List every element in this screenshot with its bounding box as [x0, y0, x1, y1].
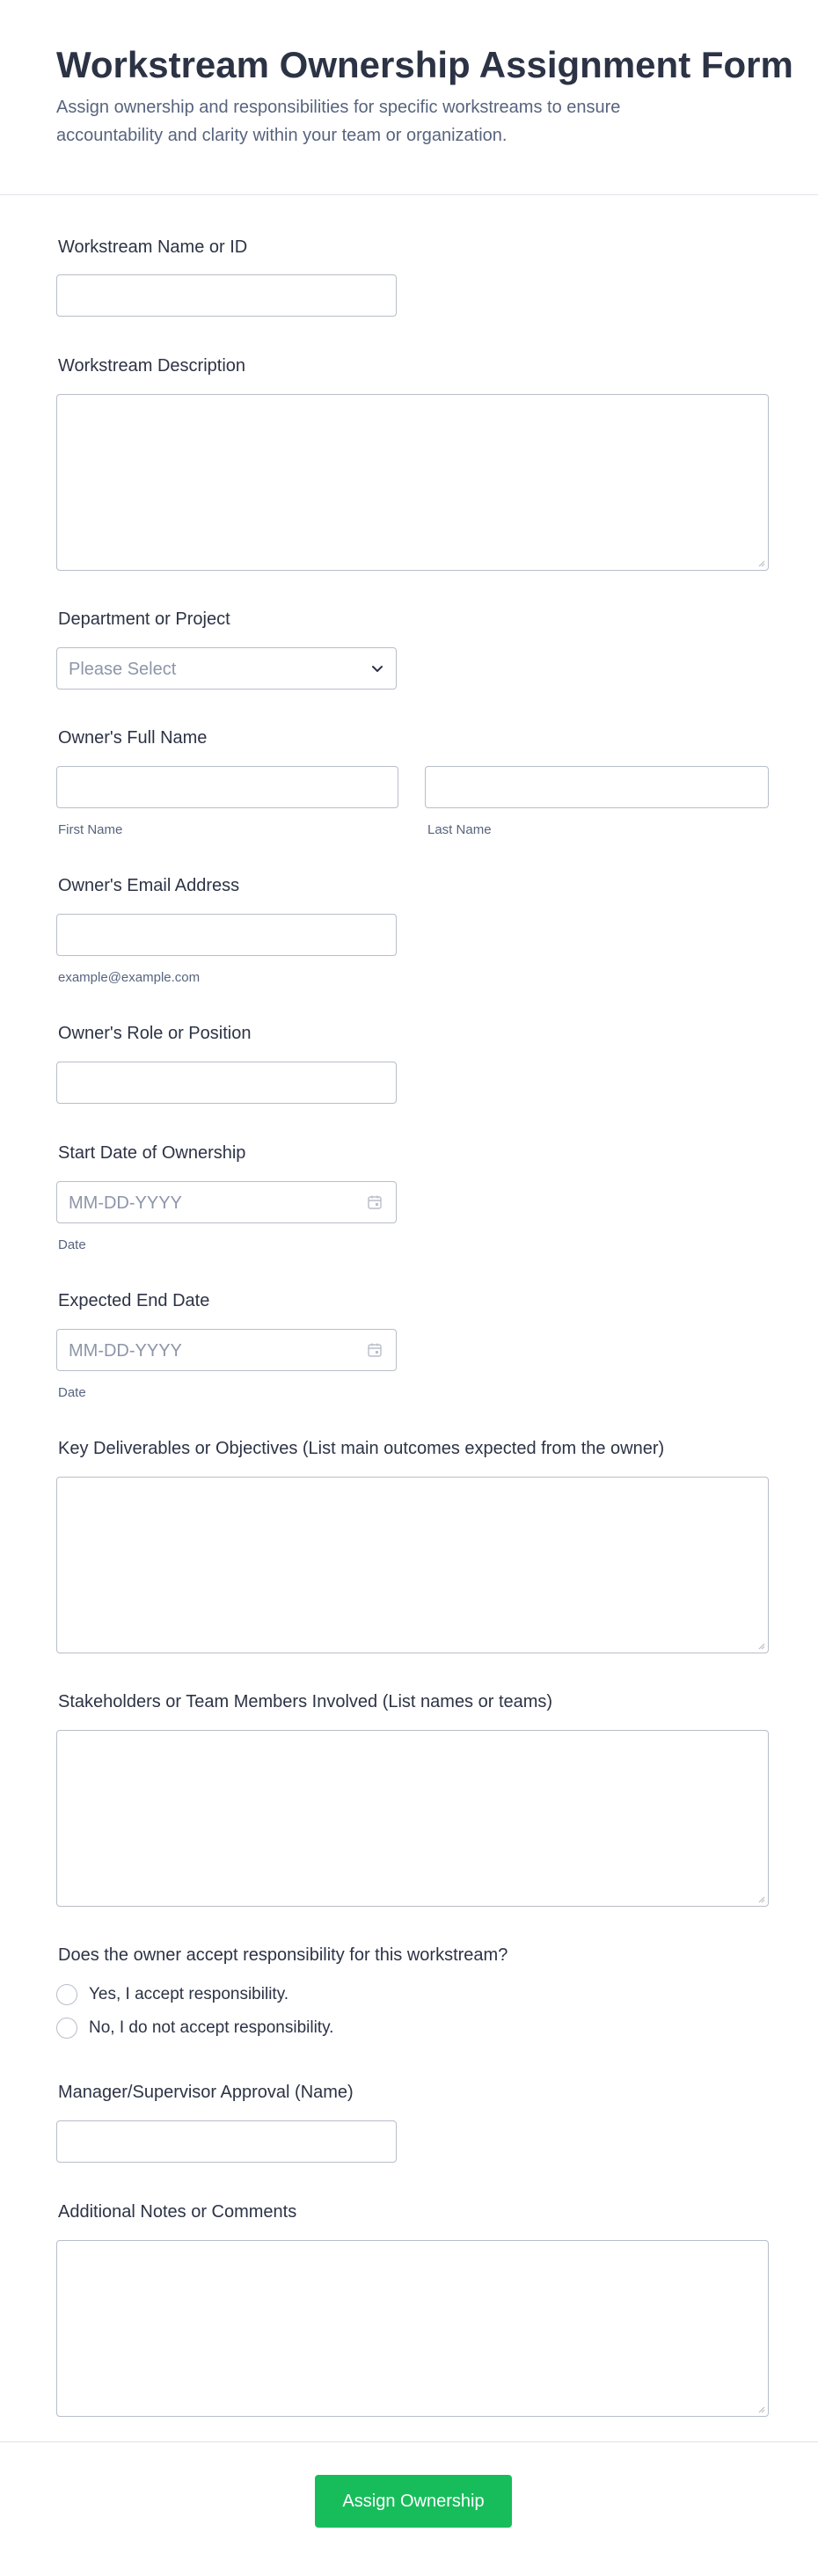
chevron-down-icon [369, 660, 385, 676]
end-date-input[interactable] [56, 1329, 397, 1371]
calendar-icon[interactable] [366, 1193, 383, 1211]
start-date-placeholder: MM-DD-YYYY [69, 1193, 182, 1213]
department-select[interactable] [56, 647, 397, 690]
manager-approval-input[interactable] [56, 2120, 397, 2163]
owner-last-name-input[interactable] [425, 766, 769, 808]
end-date-label: Expected End Date [58, 1291, 210, 1310]
deliverables-label: Key Deliverables or Objectives (List main outcomes expected from the owner) [58, 1439, 665, 1458]
notes-textarea[interactable] [56, 2240, 769, 2417]
resize-grip-icon[interactable] [756, 1894, 765, 1903]
calendar-icon[interactable] [366, 1341, 383, 1359]
department-select-value: Please Select [69, 660, 177, 679]
accept-yes-radio[interactable] [56, 1984, 77, 2005]
first-name-sublabel: First Name [58, 822, 123, 837]
resize-grip-icon[interactable] [756, 1641, 765, 1650]
resize-grip-icon[interactable] [756, 558, 765, 567]
workstream-name-input[interactable] [56, 274, 397, 317]
department-label: Department or Project [58, 609, 230, 629]
owner-email-sublabel: example@example.com [58, 970, 201, 985]
form-subtitle: Assign ownership and responsibilities for specific workstreams to ensure accountability and clarity within your team or organization. [56, 98, 621, 145]
assign-ownership-button[interactable]: Assign Ownership [315, 2475, 512, 2528]
last-name-sublabel: Last Name [427, 822, 492, 837]
manager-approval-label: Manager/Supervisor Approval (Name) [58, 2083, 354, 2102]
start-date-input[interactable] [56, 1181, 397, 1223]
end-date-sublabel: Date [58, 1385, 86, 1400]
workstream-description-label: Workstream Description [58, 356, 246, 376]
form-title: Workstream Ownership Assignment Form [56, 44, 793, 85]
deliverables-textarea[interactable] [56, 1477, 769, 1653]
accept-no-radio[interactable] [56, 2018, 77, 2039]
accept-no-label[interactable]: No, I do not accept responsibility. [89, 2018, 334, 2037]
owner-role-input[interactable] [56, 1062, 397, 1104]
stakeholders-label: Stakeholders or Team Members Involved (List names or teams) [58, 1692, 553, 1711]
start-date-sublabel: Date [58, 1237, 86, 1252]
owner-email-label: Owner's Email Address [58, 876, 240, 895]
start-date-label: Start Date of Ownership [58, 1143, 246, 1163]
accept-yes-label[interactable]: Yes, I accept responsibility. [89, 1985, 289, 2003]
stakeholders-textarea[interactable] [56, 1730, 769, 1907]
acceptance-label: Does the owner accept responsibility for this workstream? [58, 1945, 508, 1965]
notes-label: Additional Notes or Comments [58, 2202, 297, 2222]
owner-role-label: Owner's Role or Position [58, 1024, 252, 1043]
owner-name-label: Owner's Full Name [58, 728, 208, 748]
resize-grip-icon[interactable] [756, 2405, 765, 2413]
end-date-placeholder: MM-DD-YYYY [69, 1341, 182, 1361]
form-header [0, 0, 818, 195]
workstream-description-textarea[interactable] [56, 394, 769, 571]
owner-email-input[interactable] [56, 914, 397, 956]
workstream-name-label: Workstream Name or ID [58, 237, 248, 257]
owner-first-name-input[interactable] [56, 766, 398, 808]
